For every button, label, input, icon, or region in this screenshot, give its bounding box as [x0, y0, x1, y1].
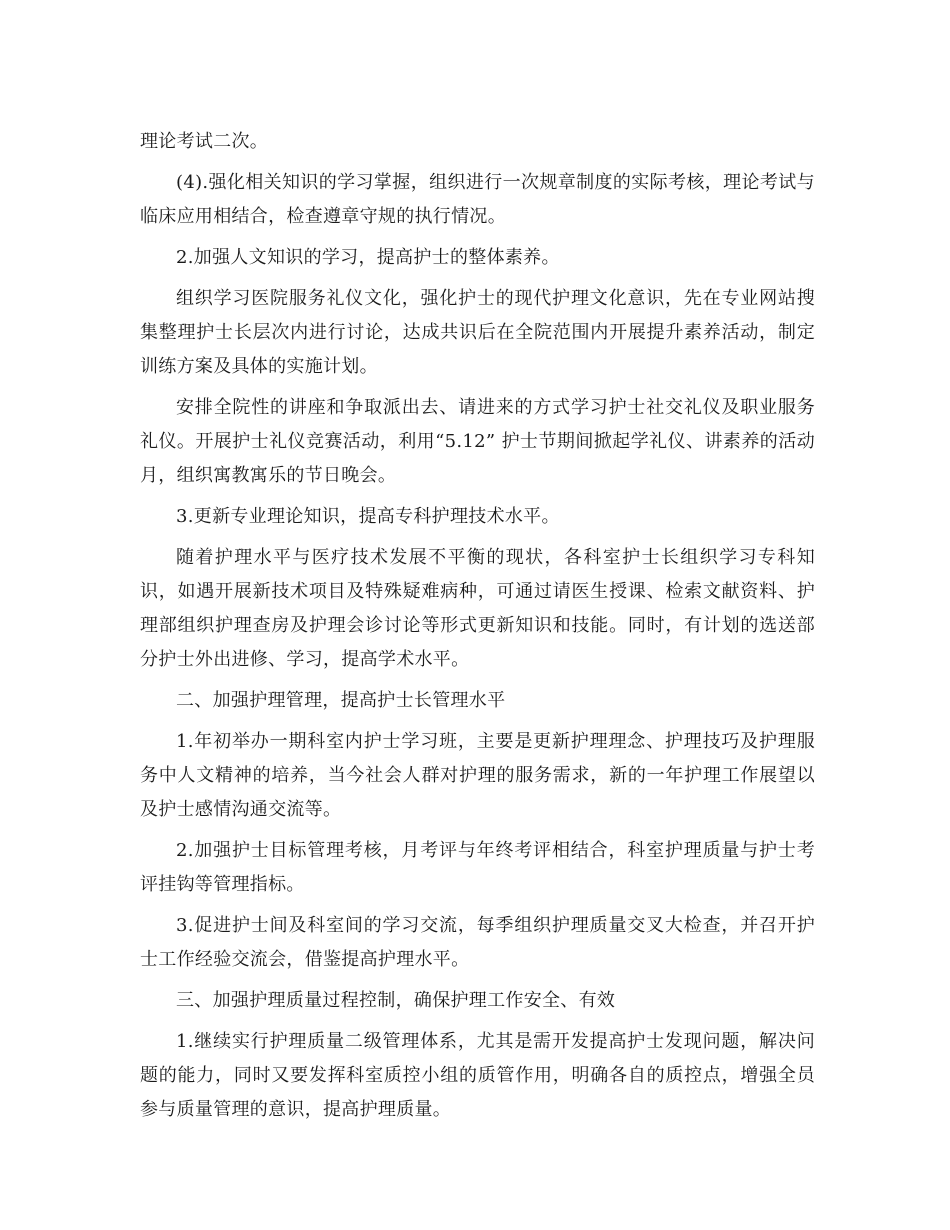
paragraph-target-management: 2.加强护士目标管理考核，月考评与年终考评相结合，科室护理质量与护士考评挂钩等管理指标。	[140, 840, 815, 895]
section-heading-humanities: 2.加强人文知识的学习，提高护士的整体素养。	[176, 247, 560, 268]
paragraph-etiquette-culture: 组织学习医院服务礼仪文化，强化护士的现代护理文化意识，先在专业网站搜集整理护士长层次内进行讨论，达成共识后在全院范围内开展提升素养活动，制定训练方案及具体的实施计划。	[140, 288, 815, 377]
paragraph-continuation: 理论考试二次。	[140, 131, 269, 152]
document-page	[140, 125, 815, 1134]
section-heading-management: 二、加强护理管理，提高护士长管理水平	[176, 690, 506, 711]
paragraph-exchange: 3.促进护士间及科室间的学习交流，每季组织护理质量交叉大检查，并召开护士工作经验交流会，借鉴提高护理水平。	[140, 915, 815, 970]
paragraph-quality-system: 1.继续实行护理质量二级管理体系，尤其是需开发提高护士发现问题，解决问题的能力，同时又要发挥科室质控小组的质管作用，明确各自的质控点，增强全员参与质量管理的意识，提高护理质量。	[140, 1031, 815, 1120]
paragraph-lectures: 安排全院性的讲座和争取派出去、请进来的方式学习护士社交礼仪及职业服务礼仪。开展护士礼仪竞赛活动，利用“5.12” 护士节期间掀起学礼仪、讲素养的活动月，组织寓教寓乐的节日晚会。	[140, 397, 815, 486]
paragraph-item-4: (4).强化相关知识的学习掌握，组织进行一次规章制度的实际考核，理论考试与临床应用相结合，检查遵章守规的执行情况。	[140, 172, 815, 227]
section-heading-professional-theory: 3.更新专业理论知识，提高专科护理技术水平。	[176, 506, 560, 527]
section-heading-quality-control: 三、加强护理质量过程控制，确保护理工作安全、有效	[176, 990, 616, 1011]
paragraph-training-class: 1.年初举办一期科室内护士学习班，主要是更新护理理念、护理技巧及护理服务中人文精神的培养，当今社会人群对护理的服务需求，新的一年护理工作展望以及护士感情沟通交流等。	[140, 731, 815, 820]
paragraph-specialty-knowledge: 随着护理水平与医疗技术发展不平衡的现状，各科室护士长组织学习专科知识，如遇开展新技术项目及特殊疑难病种，可通过请医生授课、检索文献资料、护理部组织护理查房及护理会诊讨论等形式更新知识和技能。同时，有计划的选送部分护士外出进修、学习，提高学术水平。	[140, 547, 815, 670]
